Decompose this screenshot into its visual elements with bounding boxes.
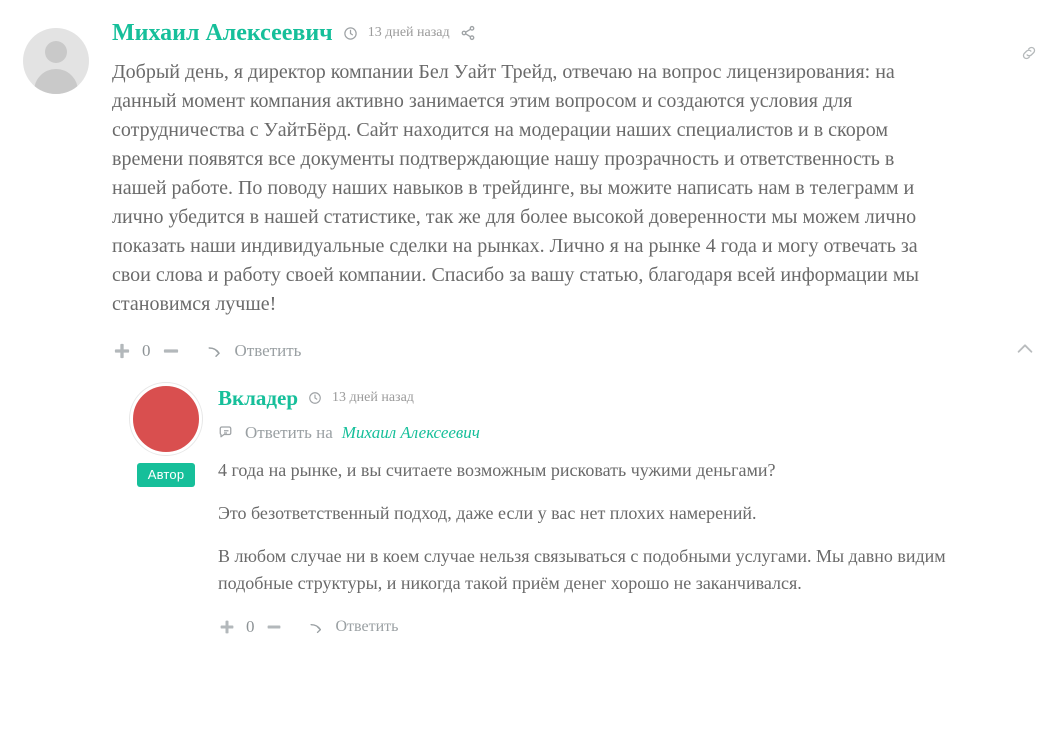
comment-text: Добрый день, я директор компании Бел Уайт Трейд, отвечаю на вопрос лицензирования: на данный момент компания активно занимается этим вопросом и создаются условия для сотрудничества с УайтБёрд. Сайт находится на модерации наших специалистов и в скором времени появятся все документы подтверждающие нашу прозрачность и ответственность в нашей работе. По поводу наших навыков в трейдинге, вы можите написать нам в телеграмм и лично убедится в нашей статистике, так же для более высокой доверенности мы можем лично показать наши индивидуальные сделки на рынках. Лично я на рынке 4 года и могу отвечать за свои слова и работу своей компании. Спасибо за вашу статью, благодаря всей информации мы становимся лучше! <box>112 61 919 315</box>
reply-actions <box>218 617 1004 637</box>
reply-meta <box>218 383 1004 413</box>
vote-count: 0 <box>246 617 255 636</box>
reply-paragraph: 4 года на рынке, и вы считаете возможным рисковать чужими деньгами? <box>218 460 776 480</box>
comment-actions <box>112 341 1034 361</box>
reply-time: 13 дней назад <box>332 390 414 405</box>
reply-author: Вкладер <box>218 385 299 410</box>
reply-button-label: Ответить <box>234 341 302 360</box>
nested-reply <box>0 383 1064 637</box>
comment-time: 13 дней назад <box>367 25 450 40</box>
avatar <box>130 383 202 455</box>
plus-icon[interactable] <box>218 618 236 636</box>
vote-group <box>218 617 283 637</box>
plus-icon[interactable] <box>112 341 132 361</box>
author-badge: Автор <box>137 463 196 487</box>
avatar-column <box>0 18 112 94</box>
reply-button-label: Ответить <box>335 618 399 635</box>
reply-button[interactable] <box>207 341 302 361</box>
reply-to-line <box>218 423 1004 443</box>
permalink-icon[interactable] <box>1020 44 1038 67</box>
minus-icon[interactable] <box>161 341 181 361</box>
minus-icon[interactable] <box>265 618 283 636</box>
reply-arrow-icon <box>207 342 225 360</box>
reply-button[interactable] <box>309 618 399 636</box>
reply-arrow-icon <box>309 619 326 636</box>
clock-icon <box>308 391 322 405</box>
vote-count: 0 <box>142 341 151 360</box>
avatar <box>23 28 89 94</box>
share-icon[interactable] <box>460 25 476 41</box>
reply-to-target[interactable]: Михаил Алексеевич <box>341 423 480 442</box>
vote-group <box>112 341 181 361</box>
reply-avatar-column <box>130 383 202 487</box>
reply-paragraph: В любом случае ни в коем случае нельзя связываться с подобными услугами. Мы давно видим подобные структуры, и никогда такой приём денег хорошо не заканчивался. <box>218 546 946 593</box>
collapse-thread-button[interactable] <box>1014 338 1036 365</box>
comment-author: Михаил Алексеевич <box>112 20 333 46</box>
speech-bubble-icon <box>218 424 236 442</box>
clock-icon <box>343 26 358 41</box>
reply-to-prefix: Ответить на <box>245 423 333 442</box>
reply-paragraph: Это безответственный подход, даже если у вас нет плохих намерений. <box>218 503 757 523</box>
comment-meta <box>112 18 1034 48</box>
